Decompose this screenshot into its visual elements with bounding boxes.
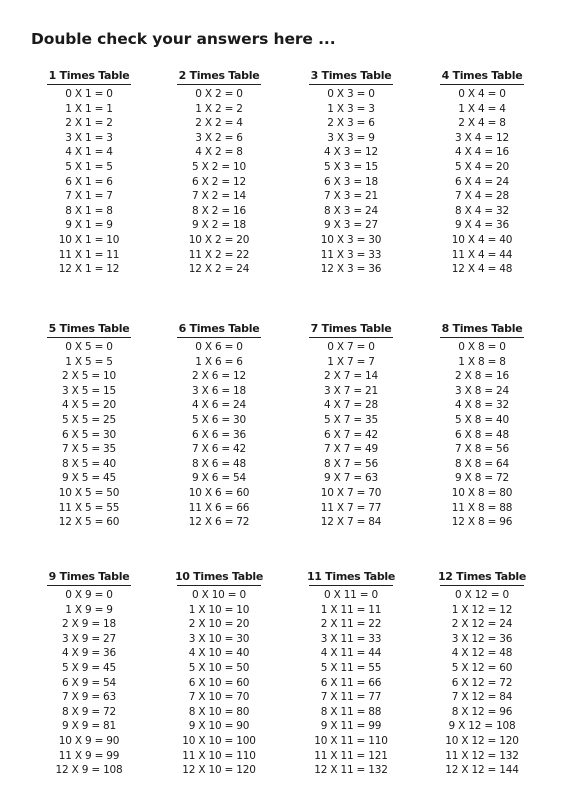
times-table-6: [173, 322, 265, 530]
table-row: 4 X 7 = 28: [323, 399, 379, 412]
table-row: 4 X 6 = 24: [191, 399, 247, 412]
table-row: 7 X 3 = 21: [323, 190, 379, 203]
table-row: 8 X 2 = 16: [191, 204, 247, 217]
table-row: 0 X 4 = 0: [458, 88, 506, 100]
table-row: 4 X 2 = 8: [195, 146, 243, 159]
times-table-5: [43, 322, 135, 530]
table-divider: [177, 585, 261, 586]
times-table-9: [43, 570, 135, 778]
table-row: 2 X 5 = 10: [61, 370, 117, 383]
table-row: 11 X 12 = 132: [445, 749, 519, 762]
table-row: 8 X 10 = 80: [188, 705, 250, 718]
table-row: 1 X 6 = 6: [195, 355, 243, 368]
table-row: 6 X 7 = 42: [323, 428, 379, 441]
table-row: 7 X 5 = 35: [61, 443, 117, 456]
table-divider: [47, 337, 131, 338]
table-row: 7 X 2 = 14: [191, 190, 247, 203]
table-row: 3 X 5 = 15: [61, 384, 117, 397]
table-row: 9 X 3 = 27: [323, 219, 379, 232]
table-divider: [47, 84, 131, 85]
table-divider: [440, 585, 524, 586]
times-table-4: [436, 69, 528, 277]
table-row: 1 X 5 = 5: [65, 355, 113, 368]
table-row: 3 X 12 = 36: [451, 632, 513, 645]
table-row: 2 X 10 = 20: [188, 618, 250, 631]
table-row: 0 X 11 = 0: [323, 589, 379, 601]
table-row: 12 X 6 = 72: [188, 516, 250, 529]
table-row: 2 X 3 = 6: [327, 117, 375, 130]
table-row: 4 X 4 = 16: [454, 146, 510, 159]
table-title: 8 Times Table: [441, 322, 523, 335]
table-title: 10 Times Table: [174, 570, 264, 583]
table-row: 8 X 9 = 72: [61, 705, 117, 718]
table-row: 2 X 4 = 8: [458, 117, 506, 130]
table-row: 2 X 1 = 2: [65, 117, 113, 130]
table-row: 10 X 11 = 110: [314, 734, 388, 747]
table-rows: [305, 87, 397, 277]
table-row: 8 X 7 = 56: [323, 457, 379, 470]
times-table-2: [173, 69, 265, 277]
table-row: 8 X 3 = 24: [323, 204, 379, 217]
table-divider: [309, 585, 393, 586]
table-rows: [436, 588, 528, 778]
table-row: 1 X 1 = 1: [65, 102, 113, 115]
table-row: 4 X 1 = 4: [65, 146, 113, 159]
times-table-8: [436, 322, 528, 530]
table-row: 1 X 7 = 7: [327, 355, 375, 368]
table-title: 1 Times Table: [48, 69, 130, 82]
table-divider: [309, 337, 393, 338]
table-row: 7 X 6 = 42: [191, 443, 247, 456]
table-rows: [173, 87, 265, 277]
table-row: 4 X 3 = 12: [323, 146, 379, 159]
table-row: 0 X 12 = 0: [454, 589, 510, 601]
table-row: 3 X 6 = 18: [191, 384, 247, 397]
table-row: 9 X 12 = 108: [448, 720, 516, 733]
table-row: 1 X 8 = 8: [458, 355, 506, 368]
table-row: 11 X 1 = 11: [58, 248, 120, 261]
table-row: 0 X 3 = 0: [327, 88, 375, 100]
table-row: 4 X 8 = 32: [454, 399, 510, 412]
table-rows: [43, 87, 135, 277]
table-title: 5 Times Table: [48, 322, 130, 335]
table-row: 3 X 10 = 30: [188, 632, 250, 645]
table-row: 10 X 10 = 100: [182, 734, 256, 747]
table-row: 9 X 1 = 9: [65, 219, 113, 232]
table-rows: [43, 588, 135, 778]
times-table-7: [305, 322, 397, 530]
table-row: 11 X 7 = 77: [320, 501, 382, 514]
table-row: 1 X 11 = 11: [320, 603, 382, 616]
table-row: 1 X 12 = 12: [451, 603, 513, 616]
table-rows: [305, 588, 397, 778]
table-row: 1 X 2 = 2: [195, 102, 243, 115]
table-row: 11 X 3 = 33: [320, 248, 382, 261]
table-row: 9 X 7 = 63: [323, 472, 379, 485]
times-table-1: [43, 69, 135, 277]
table-row: 6 X 10 = 60: [188, 676, 250, 689]
table-row: 0 X 2 = 0: [195, 88, 243, 100]
table-row: 11 X 2 = 22: [188, 248, 250, 261]
times-table-10: [173, 570, 265, 778]
table-row: 5 X 3 = 15: [323, 160, 379, 173]
table-row: 3 X 3 = 9: [327, 131, 375, 144]
table-row: 10 X 9 = 90: [58, 734, 120, 747]
table-row: 6 X 6 = 36: [191, 428, 247, 441]
table-row: 6 X 11 = 66: [320, 676, 382, 689]
table-row: 7 X 1 = 7: [65, 190, 113, 203]
table-title: 7 Times Table: [310, 322, 392, 335]
table-rows: [173, 588, 265, 778]
table-row: 3 X 4 = 12: [454, 131, 510, 144]
table-row: 1 X 3 = 3: [327, 102, 375, 115]
table-row: 3 X 1 = 3: [65, 131, 113, 144]
table-row: 10 X 2 = 20: [188, 233, 250, 246]
table-row: 5 X 12 = 60: [451, 661, 513, 674]
table-row: 8 X 11 = 88: [320, 705, 382, 718]
table-row: 0 X 1 = 0: [65, 88, 113, 100]
table-row: 7 X 4 = 28: [454, 190, 510, 203]
table-row: 9 X 8 = 72: [454, 472, 510, 485]
table-row: 11 X 8 = 88: [451, 501, 513, 514]
table-row: 0 X 10 = 0: [191, 589, 247, 601]
table-row: 4 X 12 = 48: [451, 647, 513, 660]
table-divider: [177, 337, 261, 338]
times-table-11: [305, 570, 397, 778]
table-row: 6 X 3 = 18: [323, 175, 379, 188]
table-row: 0 X 5 = 0: [65, 341, 113, 353]
table-row: 4 X 10 = 40: [188, 647, 250, 660]
table-row: 10 X 1 = 10: [58, 233, 120, 246]
table-row: 3 X 2 = 6: [195, 131, 243, 144]
table-row: 2 X 12 = 24: [451, 618, 513, 631]
table-row: 6 X 2 = 12: [191, 175, 247, 188]
table-row: 0 X 9 = 0: [65, 589, 113, 601]
table-row: 10 X 6 = 60: [188, 486, 250, 499]
times-table-3: [305, 69, 397, 277]
table-row: 12 X 8 = 96: [451, 516, 513, 529]
table-rows: [43, 340, 135, 530]
table-row: 3 X 9 = 27: [61, 632, 117, 645]
table-row: 7 X 9 = 63: [61, 691, 117, 704]
table-title: 11 Times Table: [306, 570, 396, 583]
table-row: 7 X 11 = 77: [320, 691, 382, 704]
table-row: 1 X 4 = 4: [458, 102, 506, 115]
table-row: 5 X 1 = 5: [65, 160, 113, 173]
table-row: 12 X 2 = 24: [188, 263, 250, 276]
table-row: 6 X 1 = 6: [65, 175, 113, 188]
table-row: 7 X 12 = 84: [451, 691, 513, 704]
table-row: 2 X 7 = 14: [323, 370, 379, 383]
table-row: 12 X 5 = 60: [58, 516, 120, 529]
table-rows: [436, 340, 528, 530]
table-row: 2 X 6 = 12: [191, 370, 247, 383]
table-row: 6 X 8 = 48: [454, 428, 510, 441]
table-row: 11 X 4 = 44: [451, 248, 513, 261]
table-title: 2 Times Table: [178, 69, 260, 82]
table-row: 4 X 11 = 44: [320, 647, 382, 660]
table-row: 9 X 4 = 36: [454, 219, 510, 232]
table-row: 3 X 8 = 24: [454, 384, 510, 397]
table-row: 11 X 5 = 55: [58, 501, 120, 514]
table-title: 4 Times Table: [441, 69, 523, 82]
table-row: 10 X 8 = 80: [451, 486, 513, 499]
table-row: 5 X 10 = 50: [188, 661, 250, 674]
table-row: 4 X 9 = 36: [61, 647, 117, 660]
table-row: 12 X 10 = 120: [182, 764, 256, 777]
table-row: 7 X 7 = 49: [323, 443, 379, 456]
table-title: 9 Times Table: [48, 570, 130, 583]
table-row: 6 X 9 = 54: [61, 676, 117, 689]
table-row: 10 X 12 = 120: [445, 734, 519, 747]
table-row: 3 X 7 = 21: [323, 384, 379, 397]
table-row: 12 X 7 = 84: [320, 516, 382, 529]
table-row: 10 X 4 = 40: [451, 233, 513, 246]
table-divider: [440, 84, 524, 85]
table-title: 6 Times Table: [178, 322, 260, 335]
table-row: 5 X 7 = 35: [323, 413, 379, 426]
table-row: 10 X 3 = 30: [320, 233, 382, 246]
table-row: 12 X 1 = 12: [58, 263, 120, 276]
table-row: 8 X 6 = 48: [191, 457, 247, 470]
table-row: 5 X 8 = 40: [454, 413, 510, 426]
table-row: 7 X 10 = 70: [188, 691, 250, 704]
table-row: 9 X 11 = 99: [320, 720, 382, 733]
table-row: 5 X 4 = 20: [454, 160, 510, 173]
table-divider: [177, 84, 261, 85]
table-row: 12 X 11 = 132: [314, 764, 388, 777]
table-row: 11 X 6 = 66: [188, 501, 250, 514]
table-row: 8 X 1 = 8: [65, 204, 113, 217]
table-row: 2 X 11 = 22: [320, 618, 382, 631]
table-row: 9 X 9 = 81: [61, 720, 117, 733]
table-row: 1 X 9 = 9: [65, 603, 113, 616]
table-row: 5 X 9 = 45: [61, 661, 117, 674]
table-row: 9 X 5 = 45: [61, 472, 117, 485]
table-row: 5 X 6 = 30: [191, 413, 247, 426]
table-row: 5 X 2 = 10: [191, 160, 247, 173]
table-row: 3 X 11 = 33: [320, 632, 382, 645]
table-row: 10 X 7 = 70: [320, 486, 382, 499]
table-row: 8 X 8 = 64: [454, 457, 510, 470]
table-rows: [305, 340, 397, 530]
table-row: 12 X 4 = 48: [451, 263, 513, 276]
table-row: 12 X 9 = 108: [55, 764, 123, 777]
table-row: 6 X 5 = 30: [61, 428, 117, 441]
table-row: 11 X 11 = 121: [314, 749, 388, 762]
table-row: 11 X 9 = 99: [58, 749, 120, 762]
table-row: 10 X 5 = 50: [58, 486, 120, 499]
table-rows: [173, 340, 265, 530]
table-row: 4 X 5 = 20: [61, 399, 117, 412]
table-row: 2 X 8 = 16: [454, 370, 510, 383]
table-row: 8 X 4 = 32: [454, 204, 510, 217]
table-row: 7 X 8 = 56: [454, 443, 510, 456]
table-divider: [440, 337, 524, 338]
table-row: 5 X 11 = 55: [320, 661, 382, 674]
table-divider: [47, 585, 131, 586]
table-row: 1 X 10 = 10: [188, 603, 250, 616]
table-row: 9 X 2 = 18: [191, 219, 247, 232]
times-table-12: [436, 570, 528, 778]
table-row: 0 X 8 = 0: [458, 341, 506, 353]
table-row: 9 X 6 = 54: [191, 472, 247, 485]
table-row: 11 X 10 = 110: [182, 749, 256, 762]
page-title: Double check your answers here ...: [31, 30, 336, 48]
table-title: 3 Times Table: [310, 69, 392, 82]
table-row: 12 X 3 = 36: [320, 263, 382, 276]
table-row: 2 X 2 = 4: [195, 117, 243, 130]
table-row: 6 X 4 = 24: [454, 175, 510, 188]
table-title: 12 Times Table: [437, 570, 527, 583]
table-row: 5 X 5 = 25: [61, 413, 117, 426]
table-row: 6 X 12 = 72: [451, 676, 513, 689]
table-row: 9 X 10 = 90: [188, 720, 250, 733]
table-row: 0 X 7 = 0: [327, 341, 375, 353]
table-row: 0 X 6 = 0: [195, 341, 243, 353]
table-row: 8 X 12 = 96: [451, 705, 513, 718]
table-row: 8 X 5 = 40: [61, 457, 117, 470]
table-row: 2 X 9 = 18: [61, 618, 117, 631]
table-rows: [436, 87, 528, 277]
table-row: 12 X 12 = 144: [445, 764, 519, 777]
table-divider: [309, 84, 393, 85]
